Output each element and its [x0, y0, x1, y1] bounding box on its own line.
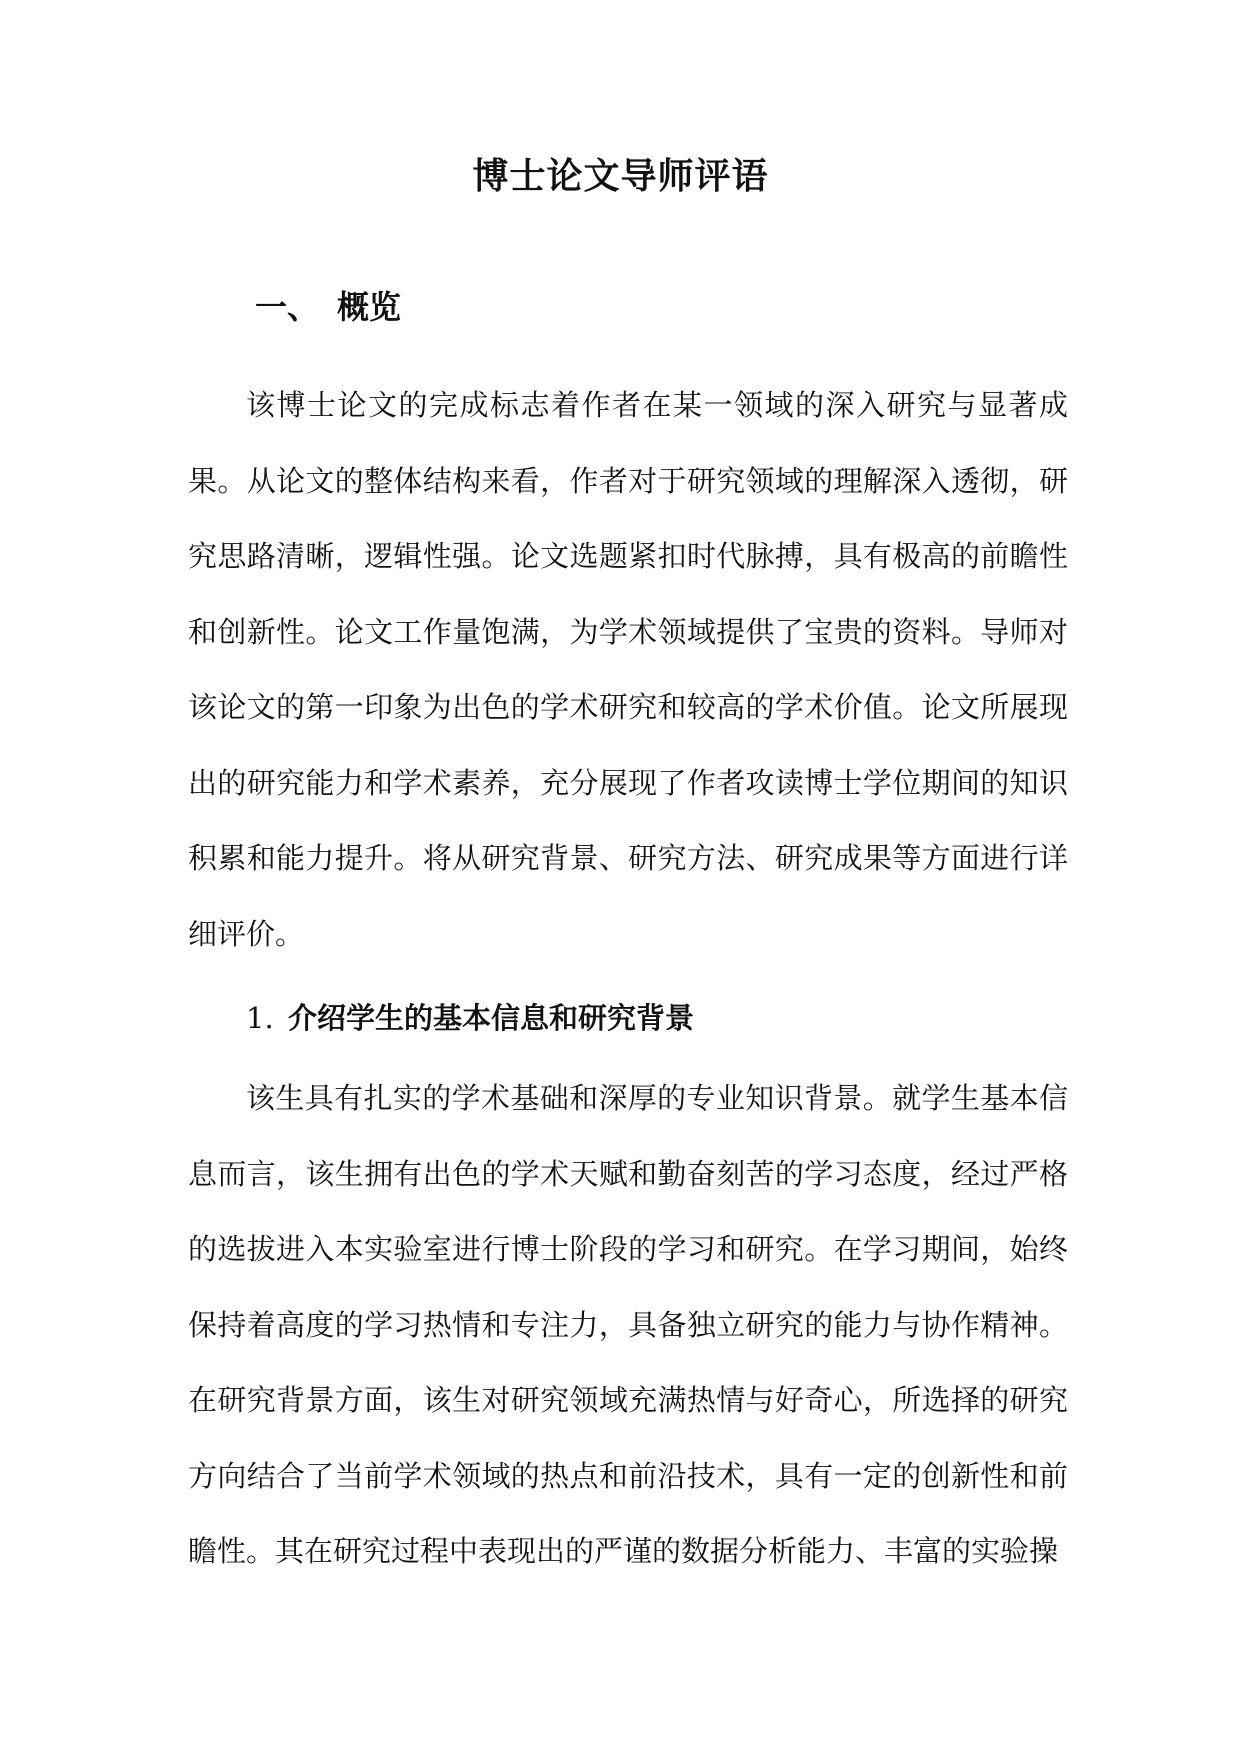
overview-paragraph: 该博士论文的完成标志着作者在某一领域的深入研究与显著成果。从论文的整体结构来看，作者对于研究领域的理解深入透彻，研究思路清晰，逻辑性强。论文选题紧扣时代脉搏，具有极高的前瞻性和创新性。论文工作量饱满，为学术领域提供了宝贵的资料。导师对该论文的第一印象为出色的学术研究和较高的学术价值。论文所展现出的研究能力和学术素养，充分展现了作者攻读博士学位期间的知识积累和能力提升。将从研究背景、研究方法、研究成果等方面进行详细评价。: [188, 388, 1068, 951]
section-number: 一、: [255, 288, 320, 326]
section-heading-overview: [255, 282, 401, 328]
document-title: 博士论文导师评语: [472, 155, 769, 197]
subsection-number: 1.: [246, 1001, 274, 1035]
background-paragraph: 该生具有扎实的学术基础和深厚的专业知识背景。就学生基本信息而言，该生拥有出色的学术天赋和勤奋刻苦的学习态度，经过严格的选拔进入本实验室进行博士阶段的学习和研究。在学习期间，始终保持着高度的学习热情和专注力，具备独立研究的能力与协作精神。在研究背景方面，该生对研究领域充满热情与好奇心，所选择的研究方向结合了当前学术领域的热点和前沿技术，具有一定的创新性和前瞻性。其在研究过程中表现出的严谨的数据分析能力、丰富的实验操: [188, 1081, 1068, 1568]
subsection-title: 介绍学生的基本信息和研究背景: [288, 1001, 695, 1035]
subsection-heading-background: [246, 996, 694, 1037]
section-title: 概览: [337, 288, 402, 326]
